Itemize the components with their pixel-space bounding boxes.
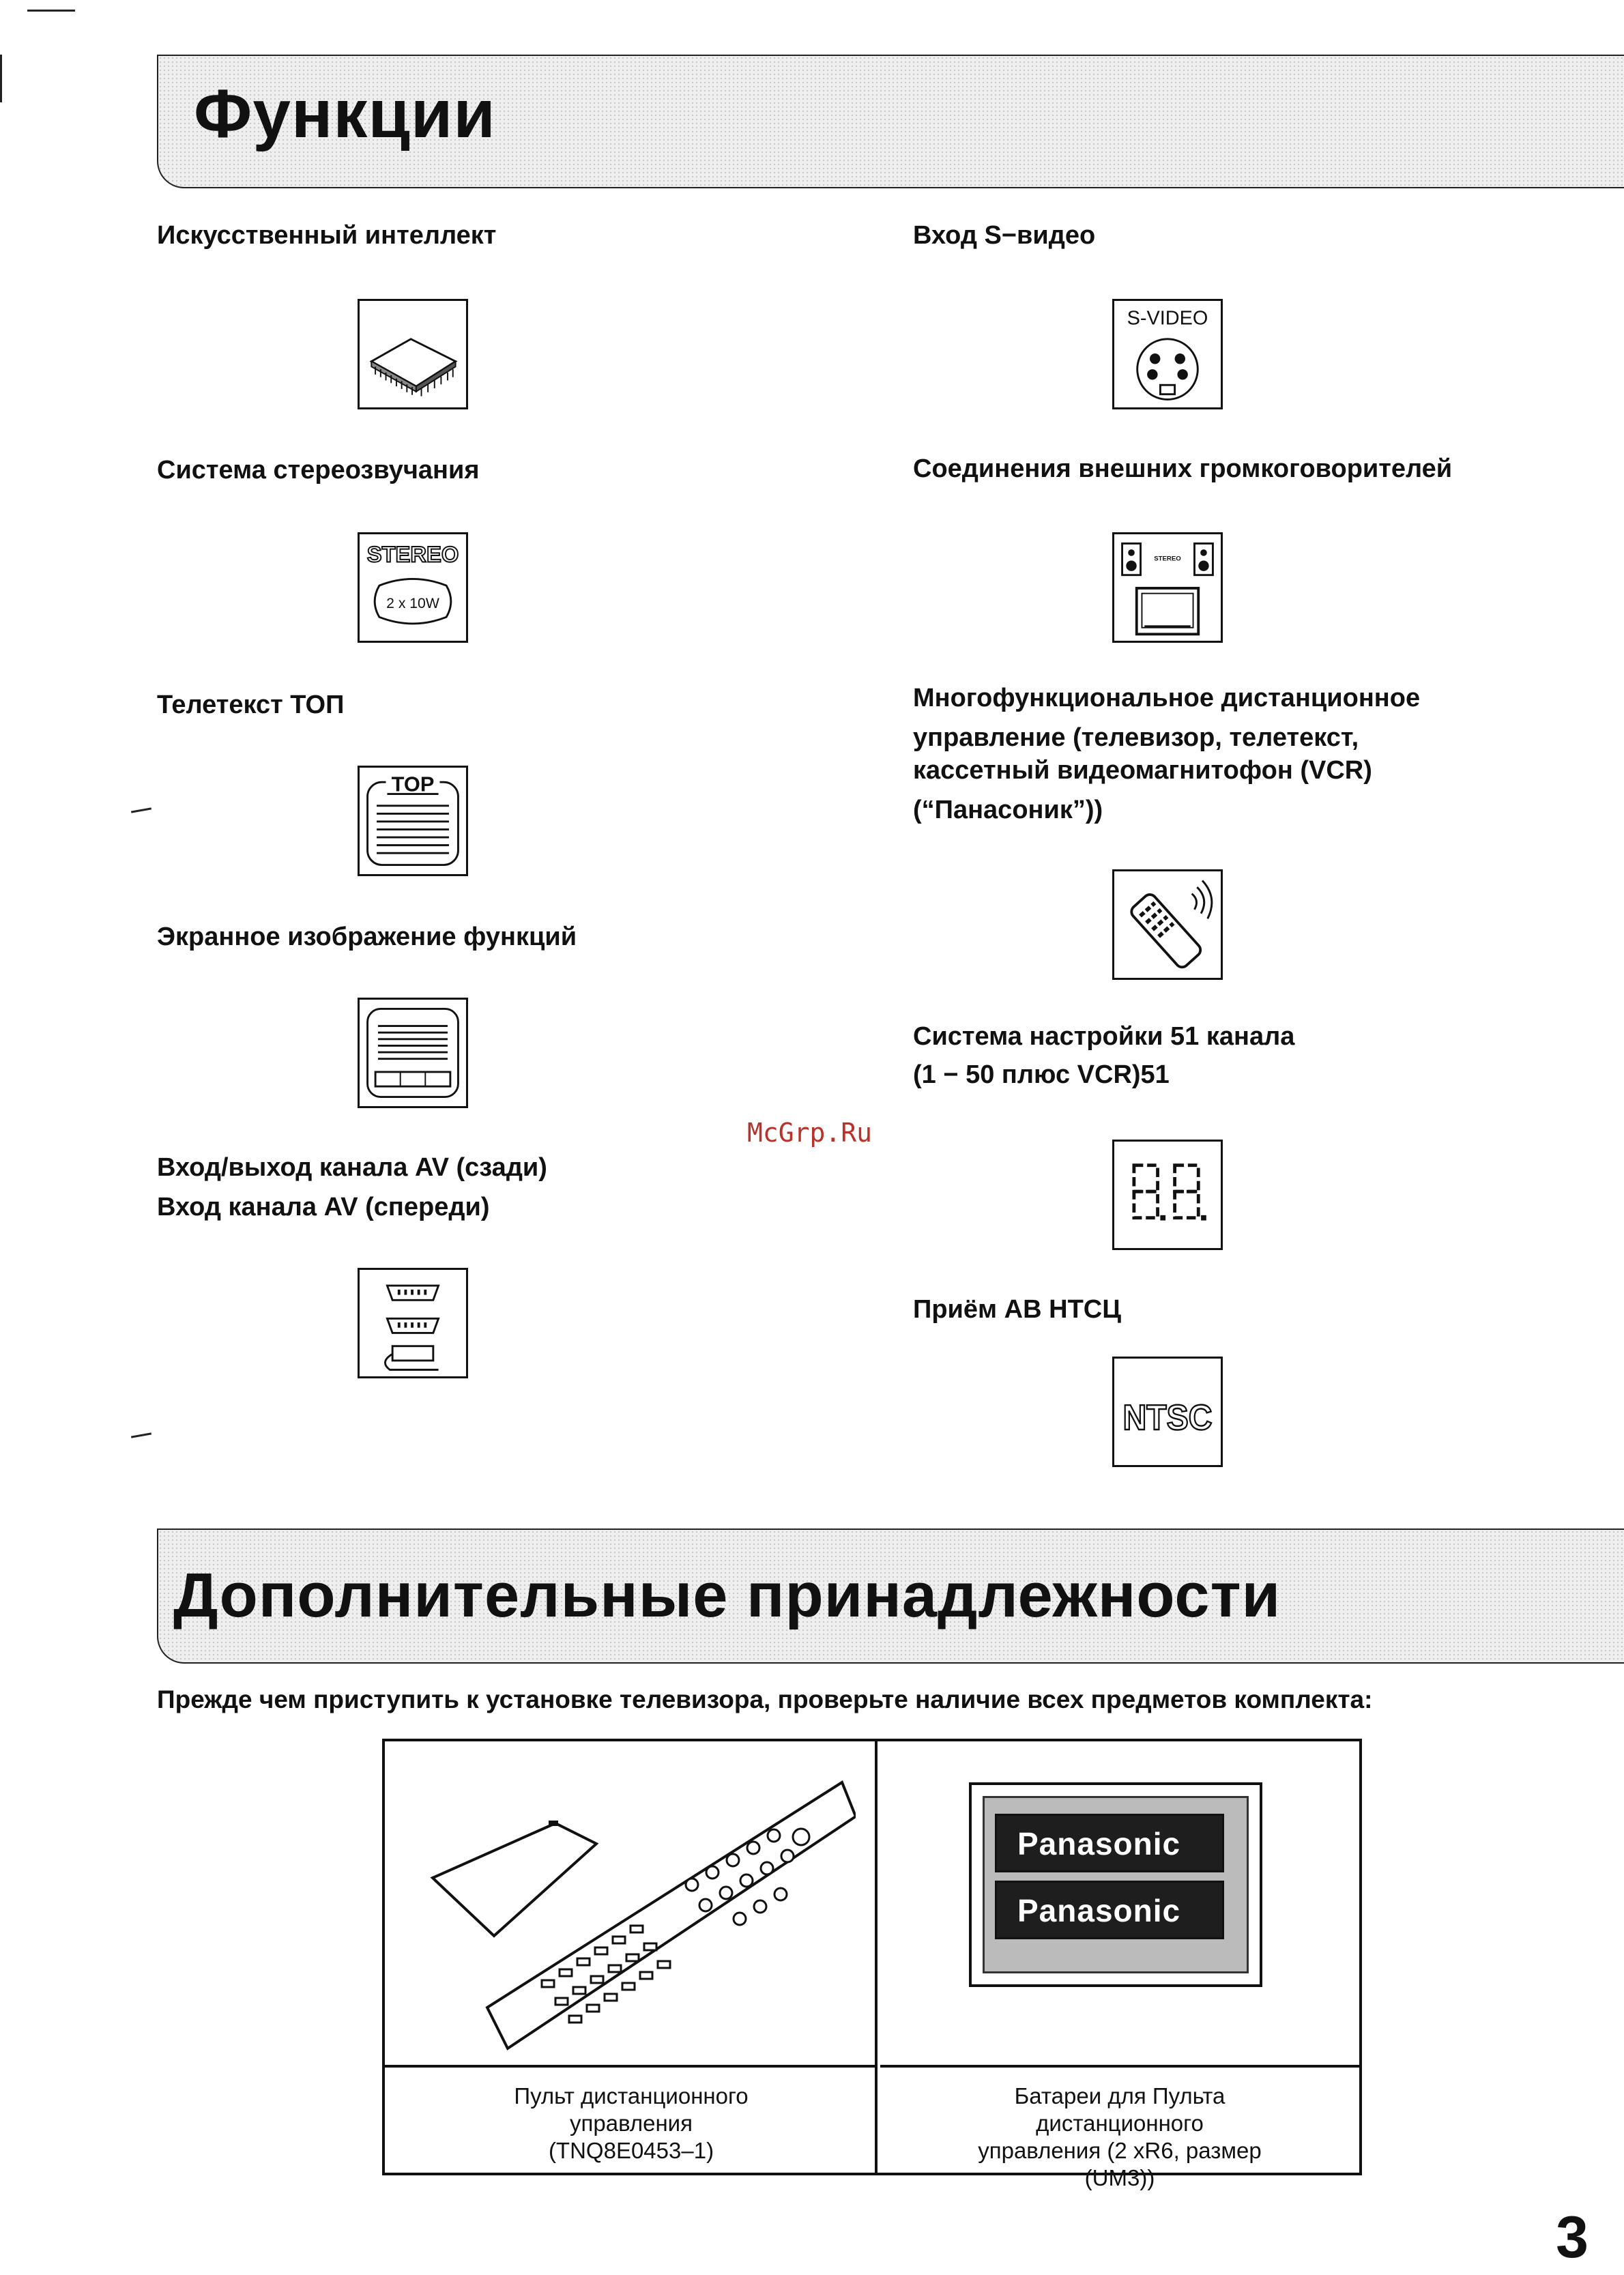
accessories-title: Дополнительные принадлежности [173, 1561, 1281, 1630]
battery-brand: Panasonic [1017, 1893, 1181, 1928]
accessories-table [382, 1739, 1362, 2190]
remote-caption [385, 2065, 878, 2164]
page-number: 3 [1556, 2205, 1589, 2270]
s-video-icon-text: S-VIDEO [1127, 307, 1208, 330]
feature-label-channels-2: (1 − 50 плюс VCR)51 [913, 1060, 1170, 1089]
top-icon-text: TOP [391, 772, 435, 796]
feature-label-remote-1: Многофункциональное дистанционное [913, 684, 1421, 712]
ntsc-icon [1112, 1357, 1223, 1467]
batteries-caption [880, 2065, 1359, 2192]
accessory-cell-remote [385, 1741, 878, 2173]
feature-label-teletext: Телетекст ТОП [157, 691, 345, 719]
remote-caption-line-3: (TNQ8E0453–1) [548, 2138, 714, 2163]
stereo-icon-text: STEREO [366, 541, 459, 567]
feature-label-ai: Искусственный интеллект [157, 221, 497, 250]
batteries-caption-line-1: Батареи для Пульта [1014, 2083, 1226, 2109]
remote-caption-line-1: Пульт дистанционного [514, 2083, 749, 2109]
accessories-intro: Прежде чем приступить к установке телевизора, проверьте наличие всех предметов комплекта: [157, 1685, 1373, 1713]
scan-mark [0, 55, 2, 102]
s-video-icon [1112, 299, 1223, 409]
scan-mark [131, 1432, 151, 1438]
on-screen-display-icon [358, 998, 468, 1108]
feature-label-stereo: Система стереозвучания [157, 456, 480, 484]
accessory-cell-batteries [880, 1741, 1359, 2190]
watermark: McGrp.Ru [747, 1118, 873, 1148]
scan-mark [27, 10, 75, 12]
feature-label-speakers: Соединения внешних громкоговорителей [913, 454, 1453, 483]
stereo-icon-subtext: 2 x 10W [386, 595, 439, 611]
batteries-illustration [969, 1782, 1262, 1987]
batteries-caption-line-4: (UM3)) [1084, 2165, 1155, 2190]
feature-label-ntsc: Приём АВ НТСЦ [913, 1295, 1121, 1324]
battery-bottom [995, 1881, 1224, 1939]
feature-label-channels-1: Система настройки 51 канала [913, 1022, 1295, 1051]
feature-label-remote-4: (“Панасоник”)) [913, 796, 1103, 824]
external-speakers-icon [1112, 532, 1223, 643]
stereo-2x10w-icon [358, 532, 468, 643]
feature-label-s-video: Вход S−видео [913, 221, 1096, 250]
ntsc-icon-text: NTSC [1122, 1398, 1213, 1438]
remote-control-illustration [405, 1762, 856, 2055]
feature-label-av-front: Вход канала AV (спереди) [157, 1193, 490, 1221]
speakers-icon-text: STEREO [1154, 555, 1181, 563]
channel-display-icon [1112, 1140, 1223, 1250]
feature-label-remote-3: кассетный видеомагнитофон (VCR) [913, 756, 1372, 785]
scan-mark [131, 807, 151, 813]
feature-label-av-rear: Вход/выход канала AV (сзади) [157, 1153, 547, 1182]
remote-control-icon [1112, 869, 1223, 980]
battery-top [995, 1814, 1224, 1872]
remote-caption-line-2: управления [570, 2111, 693, 2136]
accessories-banner [157, 1528, 1624, 1664]
feature-label-osd: Экранное изображение функций [157, 923, 577, 951]
feature-label-remote-2: управление (телевизор, телетекст, [913, 723, 1359, 752]
teletext-top-icon [358, 766, 468, 876]
page-title: Функции [194, 76, 496, 152]
batteries-caption-line-3: управления (2 xR6, размер [978, 2138, 1262, 2163]
chip-icon [358, 299, 468, 409]
batteries-caption-line-2: дистанционного [1036, 2111, 1204, 2136]
av-connectors-icon [358, 1268, 468, 1378]
battery-brand: Panasonic [1017, 1826, 1181, 1861]
functions-banner [157, 55, 1624, 188]
